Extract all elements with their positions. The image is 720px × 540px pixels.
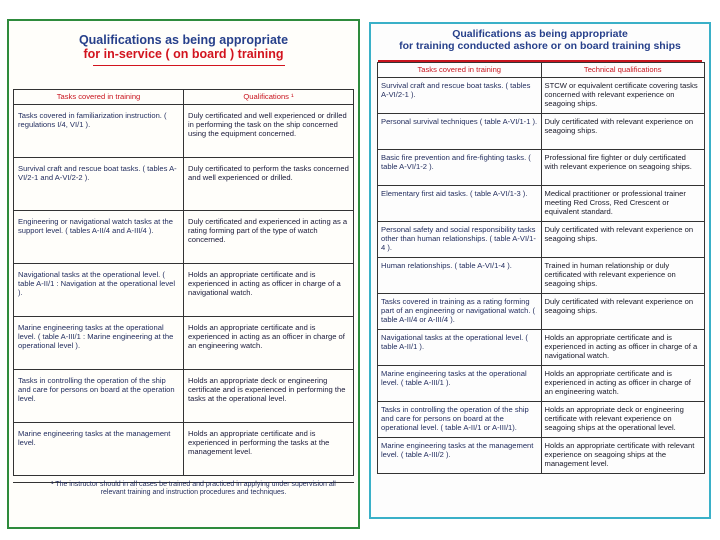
right-task-cell: Human relationships. ( table A-VI/1-4 ). [378, 258, 542, 294]
right-task-cell: Basic fire prevention and fire-fighting tasks. ( table A-VI/1-2 ). [378, 150, 542, 186]
right-title-line1: Qualifications as being appropriate [452, 28, 628, 40]
right-qualification-cell: Medical practitioner or professional trainer meeting Red Cross, Red Crescent or equivalent standard. [541, 186, 705, 222]
left-col-qual-header: Qualifications ¹ [184, 90, 354, 105]
right-col-qual-header: Technical qualifications [541, 63, 705, 78]
right-table-row [378, 258, 705, 294]
right-task-cell: Marine engineering tasks at the operational level. ( table A-III/1 ). [378, 366, 542, 402]
right-table-row [378, 402, 705, 438]
left-table-row [14, 423, 354, 476]
right-page [369, 22, 711, 519]
left-table-row [14, 317, 354, 370]
right-qualification-cell: Duly certificated with relevant experience on seagoing ships. [541, 294, 705, 330]
left-footnote: ¹ The instructor should in all cases be trained and practiced in applying under supervision all relevant training and instruction procedures and techniques. [51, 481, 336, 496]
left-table-row [14, 105, 354, 158]
right-title-line2: for training conducted ashore or on board training ships [399, 40, 681, 52]
left-task-cell: Marine engineering tasks at the operational level. ( table A-III/1 : Marine engineering at the operational level ). [14, 317, 184, 370]
left-table-row [14, 158, 354, 211]
right-task-cell: Tasks in controlling the operation of the ship and care for persons on board at the operational level. ( table A-II/1 or A-III/1). [378, 402, 542, 438]
right-task-cell: Tasks covered in training as a rating forming part of an engineering or navigational watch. ( table A-II/4 or A-III/4 ). [378, 294, 542, 330]
left-qualification-cell: Holds an appropriate deck or engineering certificate and is experienced in performing the tasks at the operational level. [184, 370, 354, 423]
left-table-row [14, 370, 354, 423]
right-table-row [378, 150, 705, 186]
left-task-cell: Survival craft and rescue boat tasks. ( tables A-VI/2-1 and A-VI/2-2 ). [14, 158, 184, 211]
right-table-row [378, 294, 705, 330]
left-page [7, 19, 360, 529]
right-table-row [378, 222, 705, 258]
right-task-cell: Personal safety and social responsibility tasks other than human relationships. ( table A-VI/1-4 ). [378, 222, 542, 258]
right-col-task-header: Tasks covered in training [378, 63, 542, 78]
right-qualification-cell: Duly certificated with relevant experience on seagoing ships. [541, 114, 705, 150]
right-table-row [378, 438, 705, 474]
left-title-line2: for in-service ( on board ) training [83, 47, 284, 61]
right-table-row [378, 330, 705, 366]
right-qualification-cell: Duly certificated with relevant experience on seagoing ships. [541, 222, 705, 258]
right-task-cell: Survival craft and rescue boat tasks. ( tables A-VI/2-1 ). [378, 78, 542, 114]
right-title [371, 28, 709, 52]
left-title [9, 33, 358, 61]
left-task-cell: Navigational tasks at the operational level. ( table A-II/1 : Navigation at the operational level ). [14, 264, 184, 317]
right-qualification-cell: Holds an appropriate certificate and is experienced in acting as officer in charge of a navigational watch. [541, 330, 705, 366]
right-qualification-cell: STCW or equivalent certificate covering tasks concerned with relevant experience on seagoing ships. [541, 78, 705, 114]
right-qualification-cell: Holds an appropriate certificate and is experienced in acting as officer in charge of an engineering watch. [541, 366, 705, 402]
right-table-row [378, 186, 705, 222]
left-task-cell: Marine engineering tasks at the management level. [14, 423, 184, 476]
left-task-cell: Engineering or navigational watch tasks at the support level. ( tables A-II/4 and A-III/4 ). [14, 211, 184, 264]
right-task-cell: Personal survival techniques ( table A-VI/1-1 ). [378, 114, 542, 150]
right-table-row [378, 366, 705, 402]
left-task-cell: Tasks covered in familiarization instruction. ( regulations I/4, VI/1 ). [14, 105, 184, 158]
right-qualification-cell: Trained in human relationship or duly certificated with relevant experience on seagoing ships. [541, 258, 705, 294]
left-qualification-cell: Holds an appropriate certificate and is experienced in acting as an officer in charge of an engineering watch. [184, 317, 354, 370]
left-table-row [14, 211, 354, 264]
right-task-cell: Navigational tasks at the operational level. ( table A-II/1 ). [378, 330, 542, 366]
right-qualification-cell: Holds an appropriate certificate with relevant experience on seagoing ships at the management level. [541, 438, 705, 474]
right-table-row [378, 114, 705, 150]
left-qualification-cell: Holds an appropriate certificate and is experienced in performing the tasks at the management level. [184, 423, 354, 476]
left-qualification-cell: Holds an appropriate certificate and is experienced in acting as officer in charge of a navigational watch. [184, 264, 354, 317]
left-qualification-cell: Duly certificated and experienced in acting as a rating forming part of the type of watch concerned. [184, 211, 354, 264]
left-qualification-cell: Duly certificated and well experienced or drilled in performing the task on the ship concerned using the equipment concerned. [184, 105, 354, 158]
left-task-cell: Tasks in controlling the operation of the ship and care for persons on board at the operation level. [14, 370, 184, 423]
left-col-task-header: Tasks covered in training [14, 90, 184, 105]
left-table-row [14, 264, 354, 317]
right-qualifications-table [377, 62, 705, 474]
right-table-row [378, 78, 705, 114]
left-qualification-cell: Duly certificated to perform the tasks concerned and well experienced or drilled. [184, 158, 354, 211]
left-title-line1: Qualifications as being appropriate [78, 33, 289, 47]
right-qualification-cell: Holds an appropriate deck or engineering certificate with relevant experience on seagoing ships at the operational level. [541, 402, 705, 438]
right-qualification-cell: Professional fire fighter or duly certificated with relevant experience on seagoing ships. [541, 150, 705, 186]
left-qualifications-table [13, 89, 354, 476]
right-task-cell: Elementary first aid tasks. ( table A-VI/1-3 ). [378, 186, 542, 222]
right-task-cell: Marine engineering tasks at the management level. ( table A-III/2 ). [378, 438, 542, 474]
left-title-underline [93, 65, 285, 66]
